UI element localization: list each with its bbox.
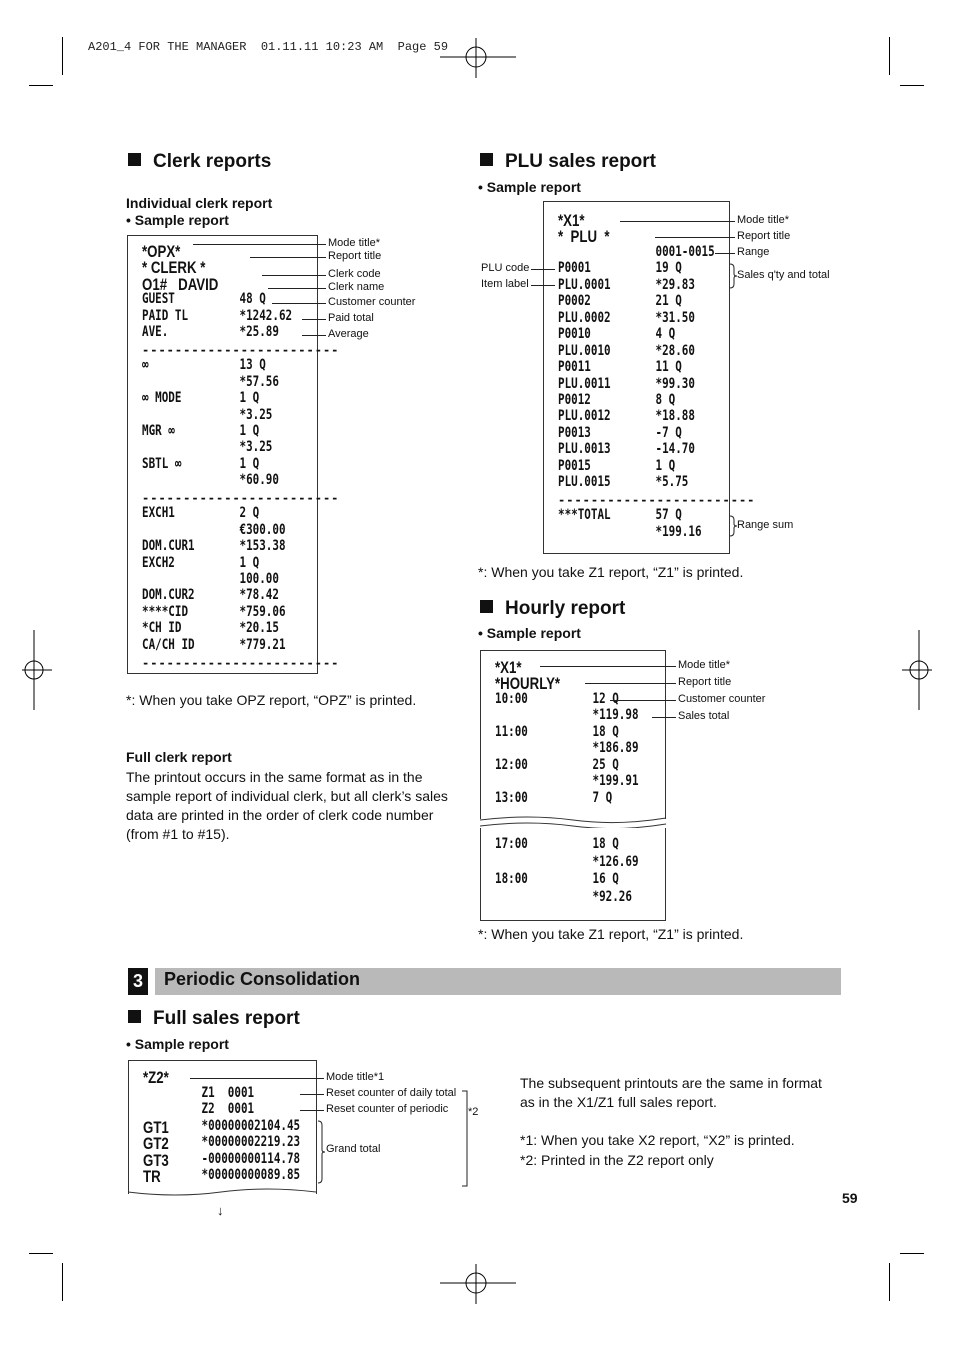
receipt-line-left: PAID TL — [142, 307, 189, 324]
registration-mark-top — [440, 38, 516, 78]
receipt-line — [142, 472, 279, 489]
receipt-line-right: *92.26 — [592, 888, 632, 905]
receipt-line-right: 21 Q — [655, 293, 682, 310]
crop-mark — [29, 85, 53, 86]
receipt-line-left: ∞ — [142, 357, 149, 374]
leader-line — [190, 1078, 324, 1079]
receipt-line-right: *29.83 — [655, 276, 695, 293]
receipt-line — [558, 276, 695, 294]
callout-label: Clerk code — [328, 268, 381, 280]
receipt-line-left: ∞ MODE — [142, 390, 182, 407]
receipt-line-left: 12:00 — [495, 756, 528, 773]
receipt-line-left: SBTL ∞ — [142, 455, 182, 472]
receipt-line — [495, 740, 639, 757]
plu-sample-label: • Sample report — [478, 179, 581, 195]
hourly-receipt-top — [480, 650, 666, 819]
receipt-separator: ------------------------ — [142, 342, 340, 357]
receipt-line-right: 1 Q — [239, 455, 260, 472]
receipt-line-right: 4 Q — [655, 326, 676, 343]
receipt-line — [495, 853, 639, 871]
receipt-line-right: 48 Q — [239, 291, 266, 308]
receipt-line — [558, 326, 691, 343]
receipt-line — [558, 392, 691, 409]
clerk-receipt — [127, 235, 340, 674]
registration-mark-bottom — [440, 1264, 516, 1304]
crop-mark — [889, 37, 890, 75]
bullet-square-icon — [128, 153, 141, 166]
receipt-line-left: AVE. — [142, 324, 169, 341]
receipt-line-left: EXCH1 — [142, 505, 175, 522]
receipt-line-right: *31.50 — [655, 309, 695, 326]
receipt-line — [558, 474, 691, 491]
receipt-line-right: *25.89 — [239, 324, 279, 341]
receipt-line-right: 12 Q — [592, 690, 619, 707]
receipt-line-left: EXCH2 — [142, 554, 175, 571]
leader-line — [300, 1110, 324, 1111]
receipt-line-left: PLU.0001 — [558, 276, 611, 293]
receipt-line-right: 1 Q — [655, 457, 676, 474]
z2-receipt — [128, 1060, 317, 1194]
callout-label: Sales total — [678, 710, 730, 722]
leader-line — [302, 319, 326, 320]
receipt-line — [558, 227, 691, 247]
receipt-line-right: *00000002219.23 — [201, 1134, 301, 1150]
receipt-line-left: PLU.0013 — [558, 441, 611, 458]
individual-clerk-subtitle: Individual clerk report — [126, 195, 273, 211]
receipt-line-right: -00000000114.78 — [201, 1150, 301, 1167]
receipt-line-left: P0013 — [558, 424, 591, 441]
receipt-line — [495, 757, 628, 774]
crop-mark — [62, 37, 63, 75]
callout-label: PLU code — [481, 262, 530, 274]
receipt-line-right: *3.25 — [239, 439, 273, 456]
receipt-line-right: -14.70 — [655, 441, 695, 458]
receipt-line — [142, 439, 279, 456]
receipt-line-right: *779.21 — [239, 636, 286, 653]
page-number: 59 — [842, 1190, 858, 1206]
receipt-line-right: 0001-0015 — [655, 243, 715, 260]
receipt-line-left: GT2 — [143, 1134, 169, 1153]
receipt-line-left: P0011 — [558, 359, 591, 376]
leader-line — [531, 285, 555, 286]
receipt-line-left: P0015 — [558, 457, 591, 474]
callout-label: Clerk name — [328, 281, 385, 293]
receipt-line — [142, 291, 279, 308]
callout-label: Reset counter of periodic — [326, 1103, 449, 1115]
receipt-line — [558, 523, 702, 541]
receipt-line-left: *CH ID — [142, 620, 182, 637]
receipt-line-right: 7 Q — [592, 789, 613, 806]
receipt-separator: ------------------------ — [142, 490, 340, 505]
receipt-line — [495, 691, 628, 708]
receipt-line-left: DOM.CUR1 — [142, 538, 195, 555]
receipt-line-left: ***TOTAL — [558, 507, 611, 524]
callout-label: Reset counter of daily total — [326, 1087, 457, 1099]
receipt-line-right: *199.16 — [655, 523, 702, 540]
bullet-square-icon — [128, 1010, 141, 1023]
callout-label: Customer counter — [678, 693, 766, 705]
print-header: A201_4 FOR THE MANAGER 01.11.11 10:23 AM Page 59 — [88, 40, 449, 54]
plu-note: *: When you take Z1 report, “Z1” is printed. — [478, 564, 744, 580]
receipt-line-left: P0001 — [558, 260, 591, 277]
section-title: Periodic Consolidation — [164, 969, 361, 989]
hourly-sample-label: • Sample report — [478, 625, 581, 641]
receipt-line-left: *X1* — [558, 211, 585, 230]
receipt-line-left: P0012 — [558, 391, 591, 408]
leader-line — [610, 700, 676, 701]
full-clerk-text: The printout occurs in the same format as in the sample report of individual clerk, but all clerk’s sales data are printed in the order of clerk code number (from #1 to #15). — [126, 769, 448, 842]
receipt-line-right: *20.15 — [239, 620, 279, 637]
receipt-line-right: *186.89 — [592, 740, 639, 757]
receipt-line-right: *18.88 — [655, 408, 695, 425]
receipt-line-left: *X1* — [495, 658, 522, 677]
receipt-line-right: Z1 0001 — [201, 1084, 255, 1101]
receipt-line — [558, 507, 691, 524]
callout-label: Mode title*1 — [326, 1071, 385, 1083]
receipt-line-left: 18:00 — [495, 871, 528, 887]
brace-icon — [728, 264, 738, 288]
clerk-note: *: When you take OPZ report, “OPZ” is printed. — [126, 692, 417, 708]
receipt-line-right: 18 Q — [592, 836, 619, 852]
receipt-line-right: *759.06 — [239, 603, 286, 620]
receipt-line — [495, 871, 628, 888]
receipt-line-left: * PLU * — [558, 227, 610, 247]
receipt-line-left: PLU.0012 — [558, 408, 611, 425]
bullet-square-icon — [480, 600, 493, 613]
receipt-line-right: 8 Q — [655, 391, 676, 408]
leader-line — [540, 666, 676, 667]
bracket-icon — [460, 1090, 472, 1188]
hourly-note: *: When you take Z1 report, “Z1” is printed. — [478, 926, 744, 942]
receipt-line — [142, 258, 279, 278]
callout-label: Mode title* — [678, 659, 730, 671]
receipt-line — [142, 423, 279, 440]
leader-line — [620, 221, 735, 222]
registration-mark-right — [902, 630, 932, 710]
receipt-separator: ------------------------ — [142, 656, 340, 670]
tear-edge — [126, 1186, 318, 1200]
receipt-line-right: *1242.62 — [239, 307, 293, 324]
receipt-line-right: 57 Q — [655, 507, 682, 524]
receipt-line — [558, 375, 695, 393]
callout-label: Report title — [678, 676, 732, 688]
receipt-separator: ------------------------ — [558, 492, 756, 507]
receipt-line-right: *57.56 — [239, 373, 279, 390]
receipt-line-right: 13 Q — [239, 357, 266, 374]
receipt-line — [495, 888, 632, 906]
receipt-line-left: *HOURLY* — [495, 674, 561, 694]
receipt-line-right: 16 Q — [592, 871, 619, 887]
continue-arrow-icon: ↓ — [217, 1203, 224, 1218]
receipt-line — [142, 521, 286, 539]
crop-mark — [62, 1263, 63, 1301]
callout-label: Report title — [328, 250, 382, 262]
receipt-line-left: O1# DAVID — [142, 274, 219, 294]
receipt-line-left: 10:00 — [495, 690, 528, 707]
receipt-line — [142, 636, 286, 654]
receipt-line — [495, 724, 628, 741]
callout-label: Grand total — [326, 1143, 381, 1155]
receipt-line-right: *126.69 — [592, 853, 639, 870]
callout-label: Range sum — [737, 519, 794, 531]
receipt-line-right: Z2 0001 — [201, 1101, 255, 1117]
receipt-line-left: P0010 — [558, 326, 591, 343]
leader-line — [300, 1094, 324, 1095]
receipt-line-right: *3.25 — [239, 406, 273, 423]
receipt-line — [142, 324, 279, 341]
receipt-line — [495, 707, 639, 724]
receipt-line — [558, 309, 695, 327]
leader-line — [715, 253, 735, 254]
receipt-line-right: *78.42 — [239, 587, 279, 604]
receipt-line — [558, 425, 691, 442]
full-sales-sample-label: • Sample report — [126, 1036, 229, 1052]
receipt-line-right: *60.90 — [239, 472, 279, 489]
receipt-line — [558, 211, 691, 228]
receipt-line-right: 1 Q — [239, 422, 260, 439]
receipt-line-right: 18 Q — [592, 723, 619, 740]
receipt-line-left: GT3 — [143, 1150, 169, 1170]
receipt-line-left: *Z2* — [143, 1068, 169, 1087]
receipt-line — [142, 357, 279, 374]
receipt-line-left: 13:00 — [495, 789, 528, 806]
leader-line — [268, 288, 326, 289]
receipt-line — [143, 1167, 301, 1186]
receipt-line — [142, 603, 286, 621]
receipt-line — [142, 407, 279, 424]
callout-label: Range — [737, 246, 770, 258]
receipt-line-right: *00000002104.45 — [201, 1117, 301, 1134]
receipt-line — [143, 1134, 301, 1153]
receipt-line — [143, 1117, 301, 1137]
receipt-line-left: * CLERK * — [142, 258, 206, 278]
receipt-line-right: 11 Q — [655, 359, 682, 376]
receipt-line-left: 17:00 — [495, 836, 528, 852]
receipt-line — [495, 790, 628, 807]
note-2: *2: Printed in the Z2 report only — [520, 1152, 714, 1168]
receipt-line-left: P0002 — [558, 293, 591, 310]
callout-label: Average — [328, 328, 369, 340]
receipt-line — [142, 374, 279, 391]
receipt-line — [558, 243, 715, 261]
hourly-receipt-bottom — [480, 828, 666, 921]
leader-line — [585, 683, 676, 684]
leader-line — [652, 717, 676, 718]
callout-label: Paid total — [328, 312, 374, 324]
receipt-line — [558, 342, 695, 360]
leader-line — [302, 335, 326, 336]
receipt-line-right: 1 Q — [239, 554, 260, 571]
receipt-line-left: DOM.CUR2 — [142, 587, 195, 604]
receipt-line — [142, 275, 279, 292]
receipt-line — [142, 307, 293, 325]
leader-line — [655, 237, 735, 238]
receipt-line — [142, 587, 279, 604]
full-clerk-title: Full clerk report — [126, 749, 232, 765]
bullet-square-icon — [480, 153, 493, 166]
subsequent-text: The subsequent printouts are the same in format as in the X1/Z1 full sales report. — [520, 1075, 822, 1110]
receipt-line-left: 11:00 — [495, 723, 528, 740]
leader-line — [272, 303, 326, 304]
receipt-line — [558, 441, 695, 458]
receipt-line — [143, 1068, 278, 1085]
hourly-report-heading: Hourly report — [480, 598, 625, 620]
crop-mark — [29, 1253, 53, 1254]
receipt-line-left: PLU.0011 — [558, 375, 611, 392]
callout-label: Mode title* — [328, 237, 380, 249]
plu-report-heading: PLU sales report — [480, 151, 656, 173]
receipt-line-right: 1 Q — [239, 390, 260, 407]
receipt-line — [143, 1150, 301, 1170]
receipt-line-left: TR — [143, 1167, 161, 1186]
receipt-line-right: 2 Q — [239, 505, 260, 522]
receipt-line-right: *00000000089.85 — [201, 1167, 301, 1183]
receipt-line — [558, 359, 691, 376]
full-sales-heading: Full sales report — [128, 1008, 300, 1030]
receipt-line-right: 100.00 — [239, 571, 279, 587]
receipt-line — [142, 571, 279, 588]
receipt-line-right: *153.38 — [239, 538, 286, 555]
section-number: 3 — [128, 968, 148, 995]
receipt-line-left: GT1 — [143, 1117, 169, 1137]
receipt-line-right: *119.98 — [592, 707, 639, 724]
receipt-line-left: CA/CH ID — [142, 636, 195, 653]
receipt-line — [142, 538, 286, 555]
callout-label: Customer counter — [328, 296, 416, 308]
brace-icon — [316, 1121, 326, 1183]
callout-label: Report title — [737, 230, 791, 242]
callout-label: Item label — [481, 278, 529, 290]
clerk-reports-heading: Clerk reports — [128, 151, 271, 173]
receipt-line-right: *99.30 — [655, 375, 695, 392]
note-1: *1: When you take X2 report, “X2” is printed. — [520, 1132, 795, 1148]
crop-mark — [900, 1253, 924, 1254]
callout-label: Sales q'ty and total — [737, 269, 830, 281]
receipt-line-left: *OPX* — [142, 242, 181, 261]
leader-line — [531, 269, 555, 270]
receipt-line-right: -7 Q — [655, 424, 682, 441]
clerk-sample-label: • Sample report — [126, 212, 229, 228]
bracket-note: *2 — [468, 1106, 479, 1118]
receipt-line — [558, 408, 695, 425]
receipt-line — [142, 456, 279, 473]
callout-label: Mode title* — [737, 214, 789, 226]
receipt-line-right: €300.00 — [239, 521, 286, 538]
receipt-line-left: ****CID — [142, 603, 189, 620]
receipt-line-left: GUEST — [142, 291, 175, 308]
receipt-line-left: MGR ∞ — [142, 422, 175, 439]
crop-mark — [900, 85, 924, 86]
receipt-line — [142, 620, 279, 637]
receipt-line — [143, 1085, 278, 1102]
receipt-line-right: 25 Q — [592, 756, 619, 773]
receipt-line — [142, 390, 279, 407]
receipt-line-left: PLU.0010 — [558, 342, 611, 359]
receipt-line-right: *28.60 — [655, 342, 695, 359]
leader-line — [250, 257, 326, 258]
receipt-line — [142, 555, 279, 572]
receipt-line-left: PLU.0015 — [558, 474, 611, 491]
receipt-line — [558, 293, 691, 310]
receipt-line-left: PLU.0002 — [558, 309, 611, 326]
receipt-line — [495, 773, 639, 790]
receipt-line-right: *5.75 — [655, 474, 689, 491]
receipt-line-right: *199.91 — [592, 773, 639, 790]
receipt-line — [558, 260, 691, 277]
receipt-line — [143, 1101, 278, 1118]
brace-icon — [728, 516, 738, 536]
receipt-line — [558, 458, 691, 475]
leader-line — [262, 275, 326, 276]
registration-mark-left — [22, 630, 52, 710]
crop-mark — [889, 1263, 890, 1301]
receipt-line — [495, 836, 628, 853]
leader-line — [193, 244, 326, 245]
receipt-line-right: 19 Q — [655, 260, 682, 277]
receipt-line — [142, 505, 279, 522]
